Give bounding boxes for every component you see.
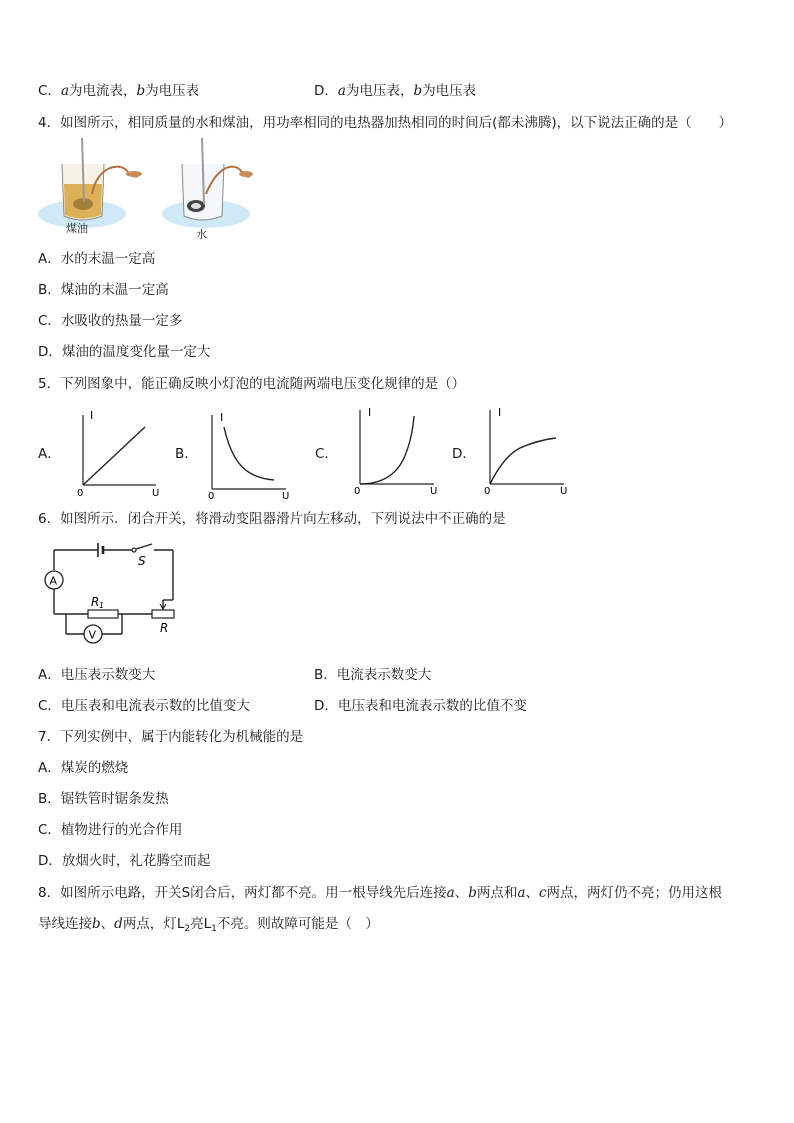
q7-option-c: C．植物进行的光合作用 <box>38 822 183 838</box>
q4-heating-figure <box>36 134 256 242</box>
graph-a-curve <box>83 427 145 485</box>
q7-option-d: D．放烟火时，礼花腾空而起 <box>38 853 211 869</box>
q5-graph-d <box>478 400 570 498</box>
graph-d-x-label: U <box>560 486 568 497</box>
graph-d-curve <box>490 438 556 484</box>
kerosene-label: 煤油 <box>66 222 88 235</box>
q5-graph-b <box>198 403 298 501</box>
r1-subscript: 1 <box>99 601 105 610</box>
graph-c-x-label: U <box>430 486 438 497</box>
q5-graph-b-letter: B． <box>175 446 198 462</box>
q4-option-c: C．水吸收的热量一定多 <box>38 313 183 329</box>
q6-stem: 6．如图所示．闭合开关，将滑动变阻器滑片向左移动，下列说法中不正确的是 <box>38 511 506 527</box>
graph-a-x-label: U <box>152 488 160 498</box>
q3-option-c: C．a为电流表，b为电压表 <box>38 83 200 99</box>
q8-stem-line-1: 8．如图所示电路，开关S闭合后，两灯都不亮。用一根导线先后连接a、b两点和a、c两点，两灯仍不亮；仍用这根 <box>38 885 723 901</box>
q6-option-a: A．电压表示数变大 <box>38 667 156 683</box>
r1-label: R <box>91 595 100 609</box>
graph-d-origin: 0 <box>484 486 491 497</box>
graph-c-origin: 0 <box>354 486 361 497</box>
water-plug <box>239 171 253 177</box>
q6-circuit-diagram <box>36 538 186 648</box>
graph-b-origin: 0 <box>208 491 215 501</box>
q5-graph-d-letter: D． <box>452 446 476 462</box>
graph-a-origin: 0 <box>77 488 84 498</box>
q5-graph-a-letter: A． <box>38 446 61 462</box>
q4-option-b: B．煤油的末温一定高 <box>38 282 169 298</box>
q5-graph-c-letter: C． <box>315 446 338 462</box>
water-heater-center <box>191 203 201 209</box>
q8-stem-line-2: 导线连接b、d两点，灯$L_2$亮$L_1$不亮。则故障可能是（ ） <box>38 916 379 934</box>
resistor-r1 <box>88 610 118 618</box>
graph-c-curve <box>360 416 414 484</box>
q4-option-a: A．水的末温一定高 <box>38 251 156 267</box>
q7-stem: 7．下列实例中，属于内能转化为机械能的是 <box>38 729 304 745</box>
q4-stem: 4．如图所示，相同质量的水和煤油，用功率相同的电热器加热相同的时间后(都未沸腾)，以下说法正确的是（ ） <box>38 115 733 131</box>
graph-b-curve <box>224 427 274 480</box>
kerosene-plug <box>126 171 142 177</box>
graph-a-y-label: I <box>90 409 94 422</box>
graph-c-y-label: I <box>368 406 372 419</box>
graph-b-x-label: U <box>282 491 290 501</box>
water-label: 水 <box>196 228 207 241</box>
switch-lever <box>136 544 152 549</box>
graph-b-y-label: I <box>220 411 224 424</box>
q5-graph-a <box>70 403 165 498</box>
ammeter-label: A <box>49 574 58 588</box>
voltmeter-label: V <box>88 628 97 642</box>
q6-option-d: D．电压表和电流表示数的比值不变 <box>314 698 527 714</box>
switch-label: S <box>138 554 146 568</box>
q7-option-b: B．锯铁管时锯条发热 <box>38 791 169 807</box>
switch-pivot <box>132 548 136 552</box>
q7-option-a: A．煤炭的燃烧 <box>38 760 129 776</box>
rheostat-r <box>152 610 174 618</box>
q5-stem: 5．下列图象中，能正确反映小灯泡的电流随两端电压变化规律的是（） <box>38 376 466 392</box>
q5-graph-c <box>348 400 443 497</box>
rheostat-label: R <box>160 621 169 635</box>
q4-option-d: D．煤油的温度变化量一定大 <box>38 344 211 360</box>
q3-option-d: D．a为电压表，b为电压表 <box>314 83 477 99</box>
graph-d-y-label: I <box>498 406 502 419</box>
q6-option-c: C．电压表和电流表示数的比值变大 <box>38 698 250 714</box>
q6-option-b: B．电流表示数变大 <box>314 667 432 683</box>
